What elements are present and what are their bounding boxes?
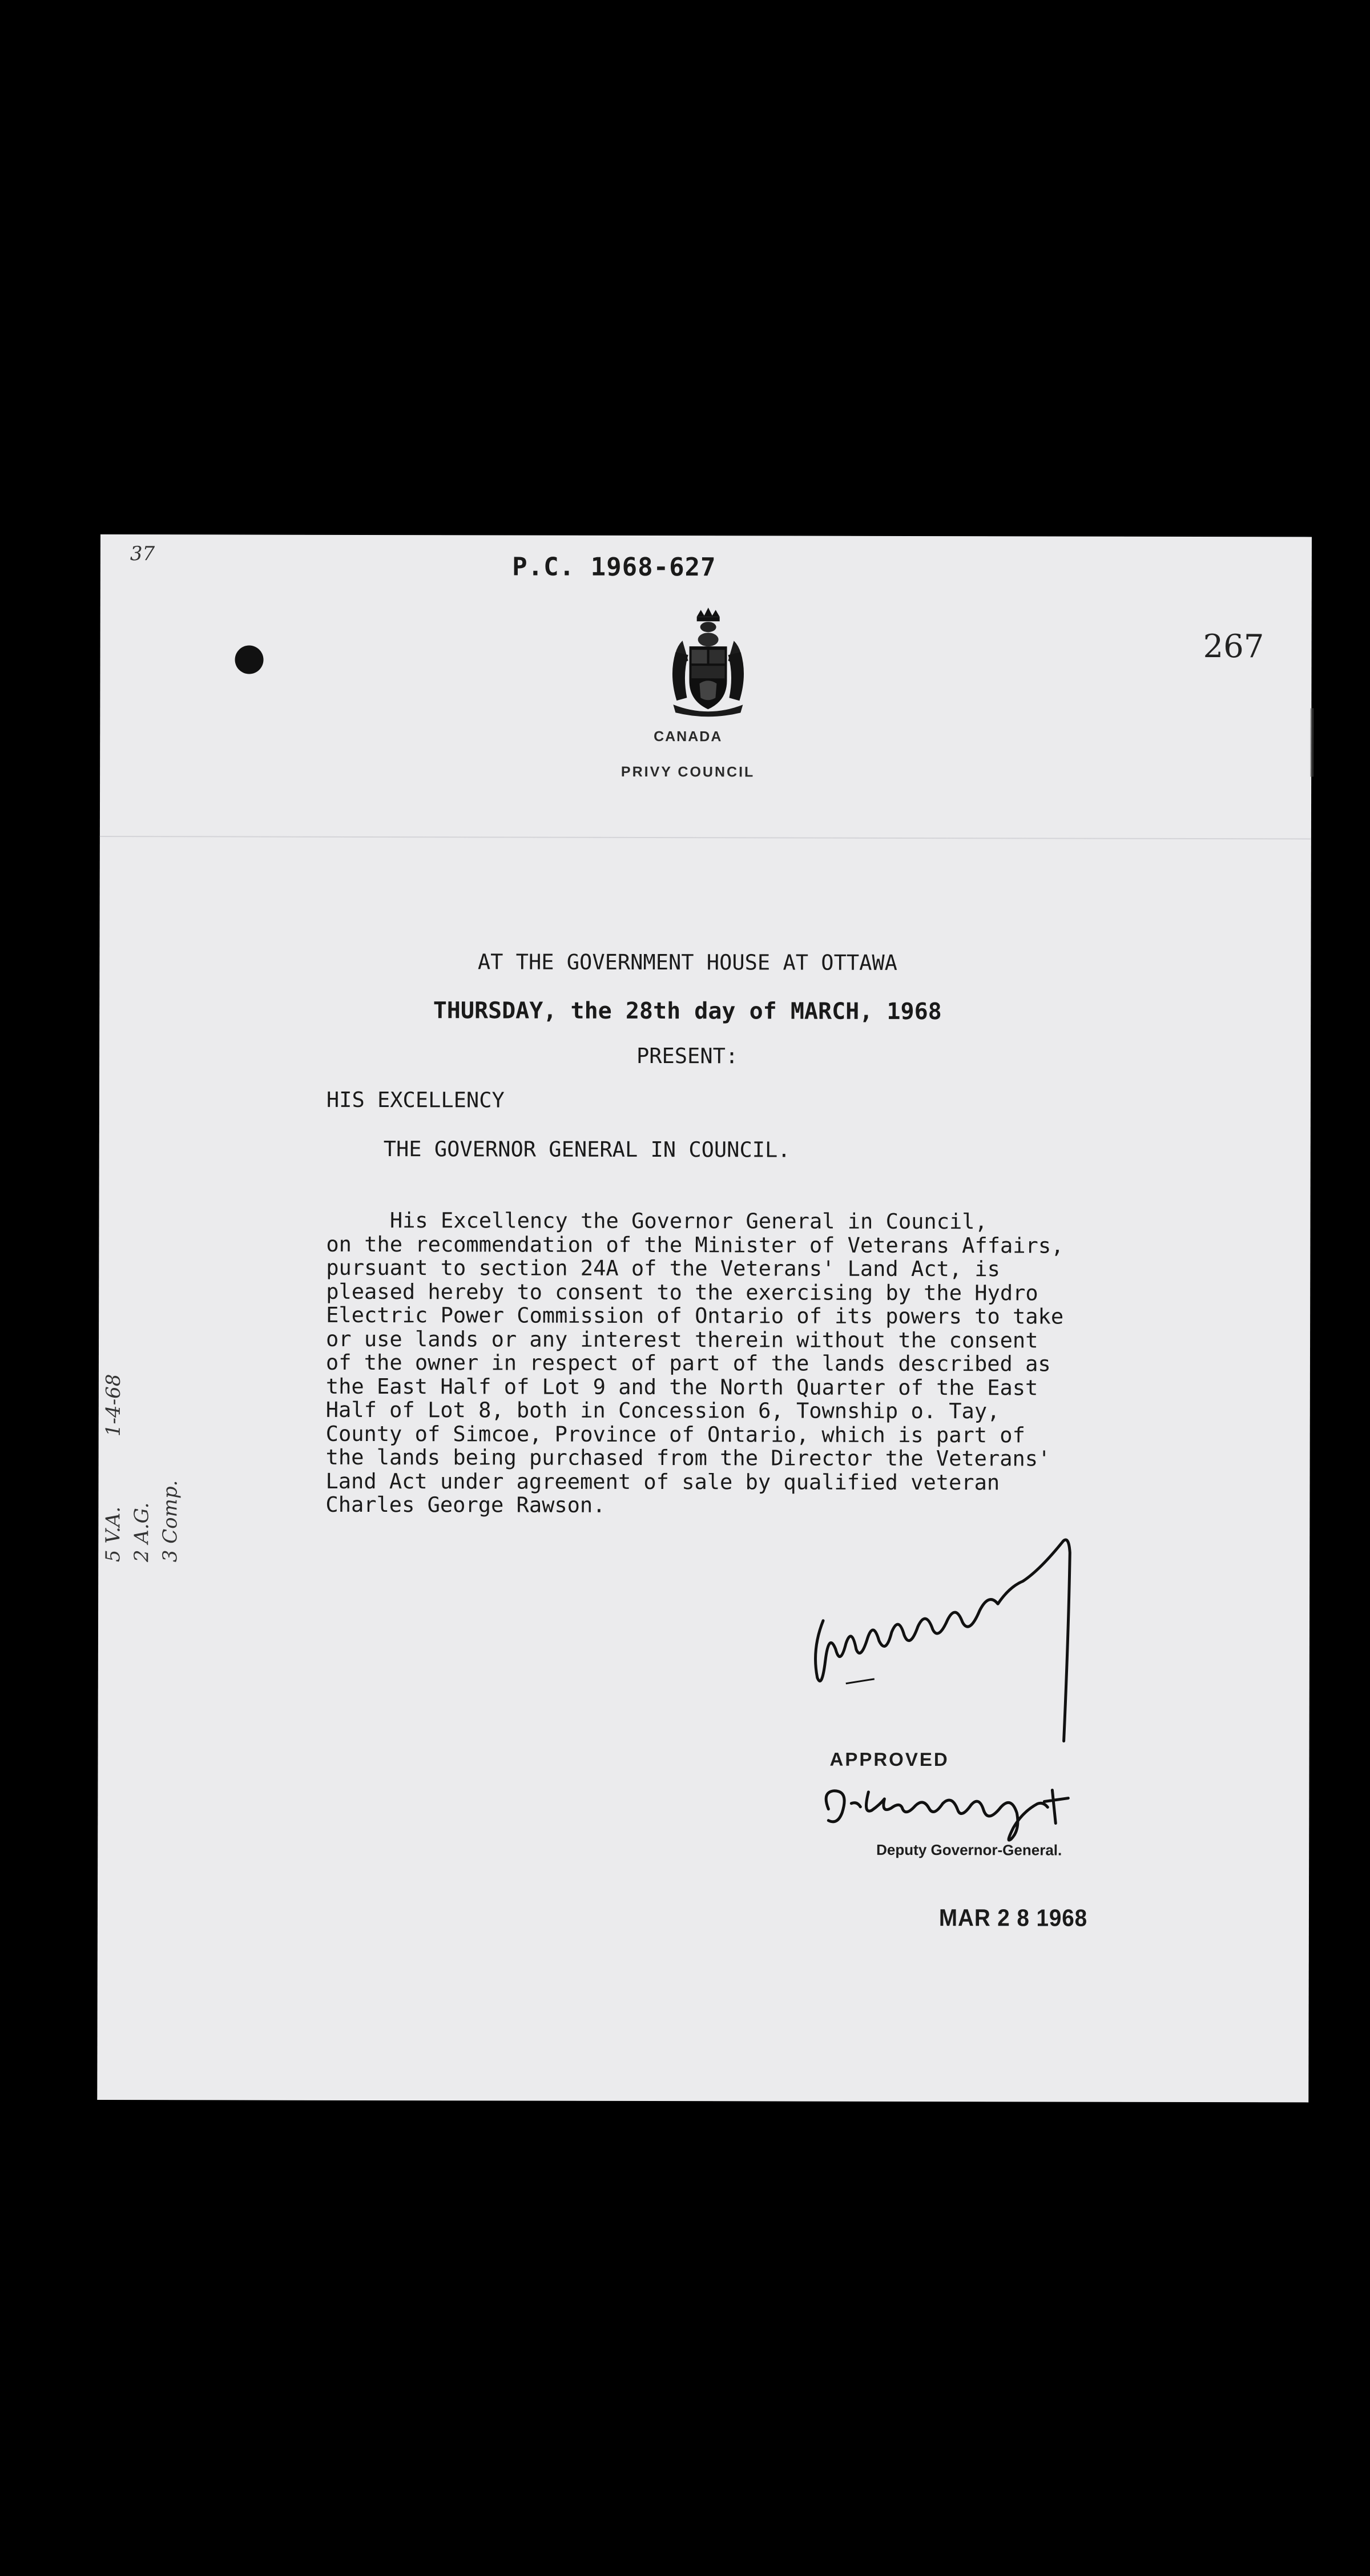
margin-note: 3 Comp. [159,1480,182,1563]
margin-note: 5 V.A. [102,1506,125,1563]
approved-label: APPROVED [829,1748,949,1770]
margin-note: 2 A.G. [130,1502,154,1563]
corner-number: 37 [130,542,155,566]
page-edge-shadow [1310,708,1313,776]
date-line: THURSDAY, the 28th day of MARCH, 1968 [433,997,942,1025]
deputy-title: Deputy Governor-General. [876,1841,1062,1859]
order-body-text: His Excellency the Governor General in Council, on the recommendation of the Minister of Veterans Affairs, pursuant to section 24A of the Veterans' Land Act, is pleased hereby to consent to the exercising by the Hydro Electric Power Commission of Ontario of its powers to take or use lands or any interest therein without the consent of the owner in respect of part of the lands described as the East Half of Lot 9 and the North Quarter of the East Half of Lot 8, both in Concession 6, Township o. Tay, County of Simcoe, Province of Ontario, which is part of the lands being purchased from the Director the Veterans' Land Act under agreement of sale by qualified veteran Charles George Rawson. [325,1208,1064,1518]
council-label: PRIVY COUNCIL [620,763,755,780]
deputy-governor-general-signature [817,1775,1102,1850]
margin-note: 1-4-68 [102,1374,125,1437]
royal-arms-of-canada-icon [665,606,751,721]
document-page [97,534,1312,2102]
addressee-line-2: THE GOVERNOR GENERAL IN COUNCIL. [383,1137,791,1162]
page-number: 267 [1203,628,1264,666]
margin-notes [90,1368,273,1574]
approval-date-stamp: MAR 2 8 1968 [938,1904,1088,1931]
addressee-line-1: HIS EXCELLENCY [326,1087,505,1113]
order-number: P.C. 1968-627 [512,552,716,582]
fold-line [100,836,1311,839]
place-line: AT THE GOVERNMENT HOUSE AT OTTAWA [477,949,898,975]
governor-general-signature [806,1518,1092,1758]
country-label: CANADA [654,728,723,745]
present-line: PRESENT: [636,1043,739,1069]
punch-hole [235,645,263,674]
